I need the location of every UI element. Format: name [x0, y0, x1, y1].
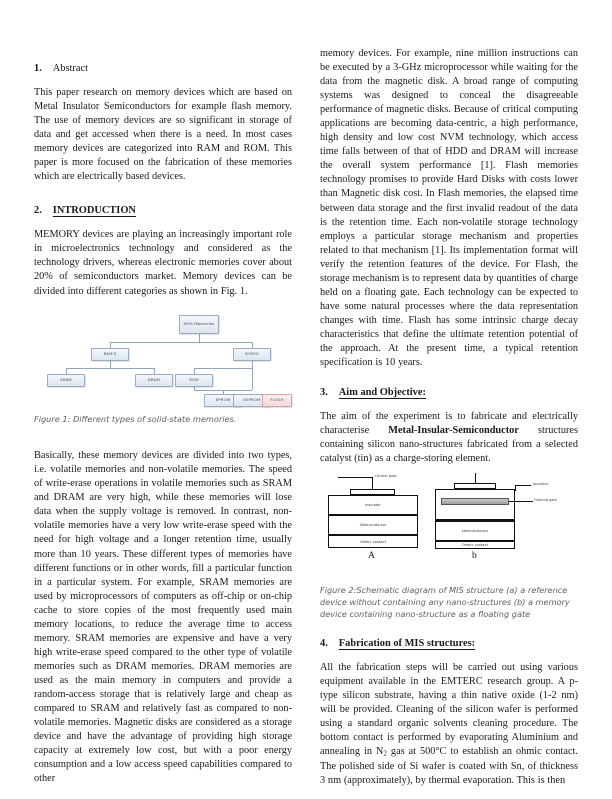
tree-edge — [66, 368, 154, 369]
figure-1-caption: Figure 1: Different types of solid-state memories. — [34, 413, 237, 424]
fabrication-text-part-a: All the fabrication steps will be carried out using various equipment available in the EMTERC research group. A p-type silicon substrate, having a thin native oxide (1-2 nm) will be provided. Cleaning of the silicon wafer is performed using a standard organic solvents cleaning procedure. The bottom contact is performed by evaporating Aluminium and annealing in N — [320, 662, 578, 758]
device-b-label: b — [472, 550, 477, 562]
tree-node-eprom: EPROM — [204, 394, 242, 407]
tree-edge — [194, 368, 252, 369]
device-a-ohmic-layer: Ohmic contact — [328, 535, 418, 548]
aim-paragraph — [320, 410, 578, 466]
nitrogen-subscript: 2 — [383, 750, 387, 759]
section-title: INTRODUCTION — [52, 205, 136, 217]
left-column — [34, 62, 292, 797]
device-b-ohmic-layer: Ohmic contact — [435, 541, 515, 549]
tree-node-sram: SRAM — [47, 374, 85, 387]
tree-node-flash: FLASH — [262, 394, 292, 407]
tree-edge — [252, 361, 253, 368]
figure-1-memory-tree — [34, 310, 292, 402]
section-number: 3. — [320, 387, 328, 399]
tree-edge — [252, 368, 253, 390]
control-gate-lead — [372, 477, 373, 489]
callout-control-gate: Control gate — [375, 474, 397, 479]
section-number: 1. — [34, 63, 42, 74]
introduction-paragraph: MEMORY devices are playing an increasingly important role in microelectronics technology and considered as the technology drivers, whereas electronic memories cover about 20% of semiconductors market. Memory devices can be divided into different categories as shown in Fig. 1. — [34, 229, 292, 297]
device-b-semiconductor-layer: semiconductor — [435, 521, 515, 541]
tree-edge — [110, 342, 252, 343]
tree-node-rams: RAM'S — [91, 348, 129, 361]
tree-edge — [66, 368, 67, 374]
tree-edge — [110, 361, 111, 368]
term-metal-initial: M — [388, 425, 398, 437]
section-heading-abstract — [34, 62, 292, 75]
device-a-insulator-layer: Insulator — [328, 495, 418, 515]
tree-edge — [223, 390, 224, 394]
tree-edge — [110, 342, 111, 348]
section-heading-fabrication — [320, 637, 578, 650]
abstract-paragraph: This paper research on memory devices which are based on Metal Insulator Semiconductors for example flash memory. The use of memory devices are so significant in storage of data and get accessed when there is a need. In most cases memory devices are categorized into RAM and ROM. This paper is more focused on the fabrication of these memories which are electrically based devices. — [34, 87, 292, 183]
fabrication-paragraph — [320, 661, 578, 788]
section-title: Fabrication of MIS structures: — [338, 638, 476, 650]
device-b-gate-lead — [475, 473, 476, 483]
body-paragraph-volatile-memories: Basically, these memory devices are divided into two types, i.e. volatile memories and non-volatile memories. The speed of write-erase operations in volatile memories such as SRAM and DRAM are very high, while these memories will lose data when the supply voltage is removed. In contrast, non-volatile memories have a very low write-erase speed with the need for high voltage and a longer retention time, usually more than 10 years. These different types of memories have different functions or in other words, fill a particular function in a particular system. For example, SRAM memories are used by microprocessors of computers as off-chip or on-chip cache to store copies of the most frequently used main memory locations, to reduce the average time to access memory. SRAM memories are expensive and have a very high write-erase speed compared to the other type of volatile memories such as DRAM memories. DRAM memories are used as the main memory in computers and provide a random-access storage that is relatively large and cheap as compared to SRAM and relatively fast as compared to non-volatile memories. Magnetic disks are considered as a storage device and have the advantage of providing high storage capacity at extremely low cost, but with a poor energy consumption and a low access speed capabilities compared to other — [34, 450, 292, 785]
device-a-semiconductor-layer: Semiconductor — [328, 515, 418, 535]
insulator-callout-lead — [515, 485, 531, 486]
tree-edge — [194, 368, 195, 374]
tree-node-roms: ROM'S — [233, 348, 271, 361]
tree-node-root: MOS Memories — [179, 315, 219, 334]
device-a-label: A — [368, 550, 375, 562]
section-title: Abstract — [52, 63, 88, 74]
tree-node-dram: DRAM — [135, 374, 173, 387]
insulator-callout-lead-v — [515, 485, 516, 491]
floating-gate-callout-lead — [509, 501, 533, 502]
term-insular-rest: nsular- — [421, 425, 453, 437]
fabrication-text-part-b: gas at 500°C to establish an ohmic contact. The polished side of Si wafer is coated with Sn, of thickness 3 nm (approximately), by thermal evaporation. This is then — [320, 746, 578, 786]
section-title: Aim and Objective: — [338, 387, 426, 399]
tree-edge — [199, 334, 200, 342]
section-heading-aim — [320, 386, 578, 399]
term-semiconductor-rest: emiconductor — [458, 425, 519, 437]
tree-edge — [154, 368, 155, 374]
aim-text-part2: structures containing silicon nano-structures fabricated from a selected catalyst (tin) as a charge-storing element. — [320, 425, 578, 465]
right-column — [320, 47, 578, 799]
device-b-floating-gate-bar — [441, 498, 509, 505]
continuation-paragraph: memory devices. For example, nine million instructions can be executed by a 3-GHz microprocessor while waiting for the data from the magnetic disk. A broad range of computing systems was designed to conceal the disagreeable performance of magnetic disks. Because of critical computing applications are becoming data-centric, a high performance, high density and low cost NVM technology, which access time falls between of that of HDD and DRAM will increase the overall system performance [1]. Flash memories technology promises to provide Hard Disks with costs lower than Magnetic disk cost. In Flash memories, the elapsed time between data storage and the first invalid readout of the data is the retention time. Each non-volatile storage technology employs a particular storage mechanism and properties related to that mechanism [1]. Its implementation format will verify the retention features of the device. For Flash, the storage mechanism is to represent data by quantities of charge held on a floating gate. Each technology can be expected to have some natural processes where the data representation changes with time. Flash has some intrinsic charge decay characteristics that define the ultimate retention potential of the approach. At the present time, a typical retention specification is 10 years. — [320, 48, 578, 369]
term-metal-rest: etal- — [397, 425, 418, 437]
term-semiconductor-initial: S — [452, 425, 459, 437]
tree-edge — [252, 342, 253, 348]
figure-2-caption: Figure 2:Schematic diagram of MIS structure (a) a reference device without containing any nano-structures (b) a memory device containing nano-structure as a floating gate — [320, 585, 570, 619]
callout-insulator: Insulator — [533, 482, 549, 487]
aim-text-part1: The aim of the experiment is to fabricate and electrically characterise — [320, 411, 578, 437]
tree-node-eeprom: EEPROM — [233, 394, 271, 407]
section-number: 2. — [34, 205, 42, 217]
tree-node-rom: ROM — [175, 374, 213, 387]
figure-2-mis-schematic — [320, 474, 578, 583]
control-gate-callout-lead — [338, 477, 372, 478]
term-insular-initial: I — [417, 425, 422, 437]
section-number: 4. — [320, 638, 328, 650]
callout-floating-gate: Floating gate — [534, 498, 558, 503]
section-heading-introduction — [34, 204, 292, 217]
